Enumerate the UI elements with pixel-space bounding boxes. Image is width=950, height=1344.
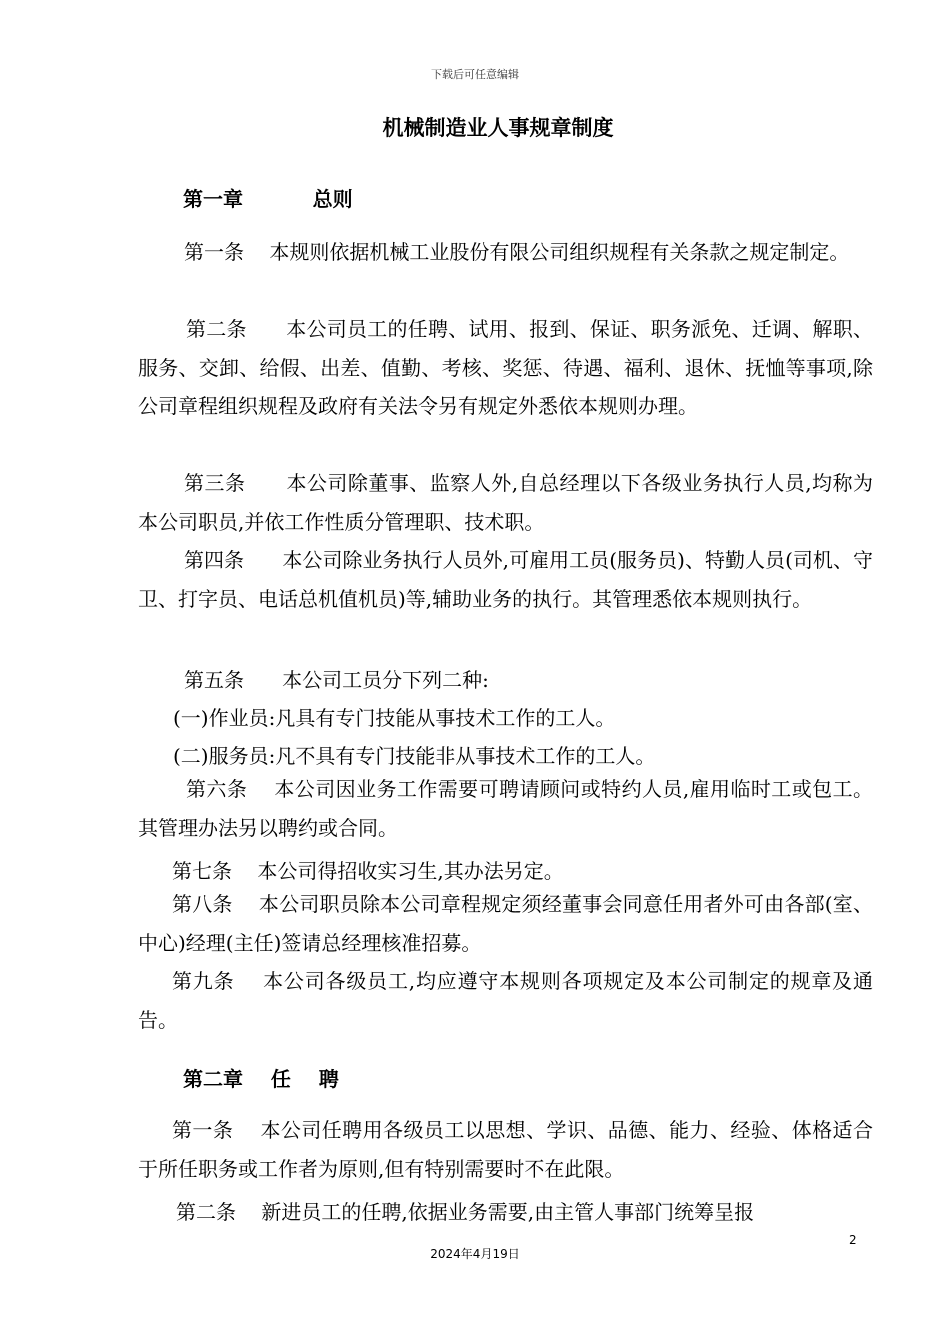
ch1-article-9: 第九条 本公司各级员工,均应遵守本规则各项规定及本公司制定的规章及通告。 bbox=[138, 969, 873, 1032]
ch2-article-2: 第二条 新进员工的任聘,依据业务需要,由主管人事部门统筹呈报 bbox=[176, 1200, 755, 1224]
ch1-article-7: 第七条 本公司得招收实习生,其办法另定。 bbox=[172, 859, 564, 883]
ch1-article-1: 第一条 本规则依据机械工业股份有限公司组织规程有关条款之规定制定。 bbox=[184, 240, 850, 264]
ch1-article-5: 第五条 本公司工员分下列二种: bbox=[184, 668, 489, 692]
page-number: 2 bbox=[849, 1233, 857, 1247]
footer-date: 2024年4月19日 bbox=[430, 1247, 520, 1261]
ch1-article-2: 第二条 本公司员工的任聘、试用、报到、保证、职务派免、迁调、解职、服务、交卸、给假、出差、值勤、考核、奖惩、待遇、福利、退休、抚恤等事项,除公司章程组织规程及政府有关法令另有规定外悉依本规则办理。 bbox=[138, 317, 873, 418]
header-note: 下载后可任意编辑 bbox=[431, 68, 519, 81]
ch2-article-1: 第一条 本公司任聘用各级员工以思想、学识、品德、能力、经验、体格适合于所任职务或工作者为原则,但有特别需要时不在此限。 bbox=[138, 1118, 873, 1181]
ch1-article-6: 第六条 本公司因业务工作需要可聘请顾问或特约人员,雇用临时工或包工。其管理办法另以聘约或合同。 bbox=[138, 777, 873, 840]
ch1-item-2: (二)服务员:凡不具有专门技能非从事技术工作的工人。 bbox=[173, 744, 656, 768]
chapter-1-heading: 第一章 总则 bbox=[183, 187, 353, 211]
ch1-article-8: 第八条 本公司职员除本公司章程规定须经董事会同意任用者外可由各部(室、中心)经理(主任)签请总经理核准招募。 bbox=[138, 892, 873, 955]
ch1-article-3: 第三条 本公司除董事、监察人外,自总经理以下各级业务执行人员,均称为本公司职员,并依工作性质分管理职、技术职。 bbox=[138, 471, 873, 534]
ch1-item-1: (一)作业员:凡具有专门技能从事技术工作的工人。 bbox=[173, 706, 616, 730]
document-title: 机械制造业人事规章制度 bbox=[382, 116, 614, 140]
chapter-2-heading: 第二章 任 聘 bbox=[183, 1067, 339, 1091]
ch1-article-4: 第四条 本公司除业务执行人员外,可雇用工员(服务员)、特勤人员(司机、守卫、打字员、电话总机值机员)等,辅助业务的执行。其管理悉依本规则执行。 bbox=[138, 548, 873, 611]
